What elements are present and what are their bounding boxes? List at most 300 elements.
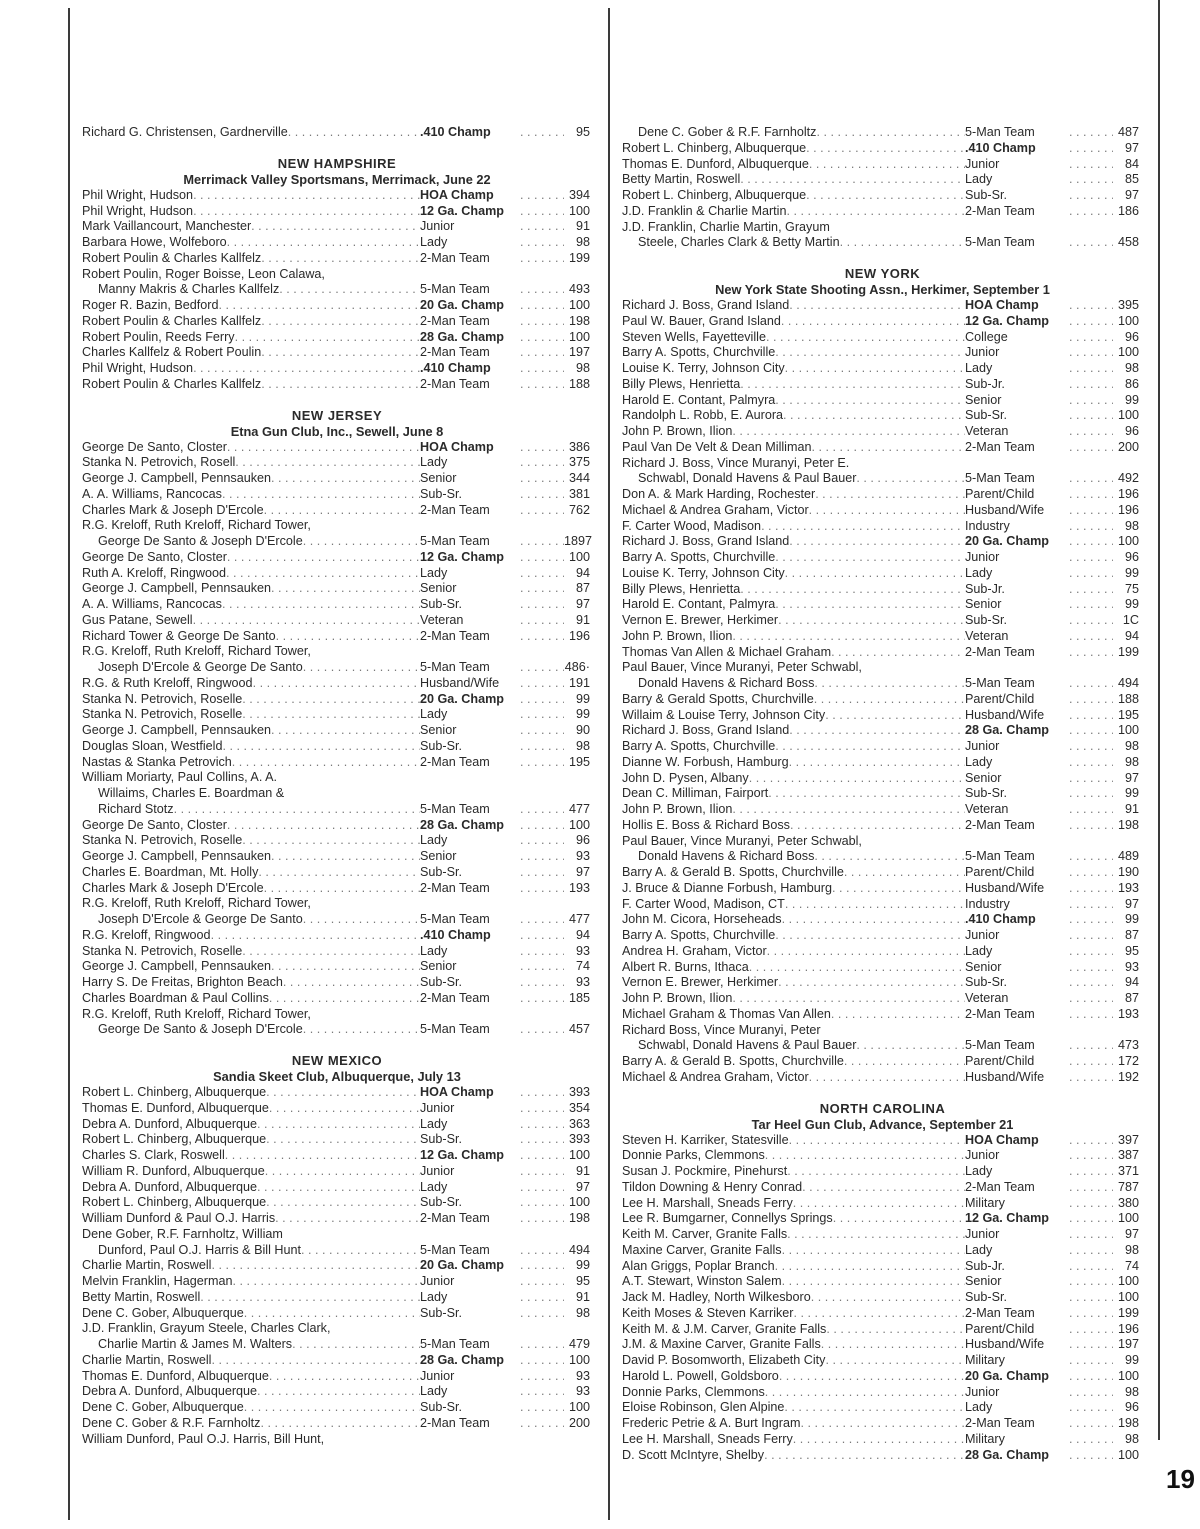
dot-leader [520,1195,564,1211]
event-class: HOA Champ [420,187,494,202]
event-class: Sub-Sr. [965,613,1007,627]
score: 393 [568,1085,590,1099]
event-class: Sub-Sr. [420,738,462,753]
event-class: Lady [965,361,993,375]
dot-leader [227,818,420,834]
result-row [622,519,1143,535]
shooter-name: Manny Makris & Charles Kallfelz [98,282,280,297]
event-class: 2-Man Team [420,1211,490,1225]
club-heading: Merrimack Valley Sportsmans, Merrimack, June 22 [183,171,491,187]
result-row [622,1038,1143,1054]
score: 97 [1124,188,1139,202]
score: 94 [575,565,590,580]
event-class: 5-Man Team [420,660,490,674]
event-class: .410 Champ [420,125,491,139]
score: 193 [568,880,590,895]
result-name-continuation [622,456,1143,472]
shooter-name: Lee H. Marshall, Sneads Ferry [622,1195,793,1210]
result-row [82,550,592,566]
event-class: Junior [420,1368,455,1383]
dot-leader [1069,1180,1113,1196]
dot-leader [1069,1337,1113,1353]
result-row [622,424,1143,440]
event-class: 5-Man Team [420,534,490,548]
score: 94 [1124,628,1139,643]
score: 98 [1124,754,1139,769]
dot-leader [520,928,564,944]
shooter-name: Frederic Petrie & A. Burt Ingram [622,1416,801,1430]
shooter-name: Keith M. & J.M. Carver, Granite Falls [622,1321,827,1336]
dot-leader [1069,1148,1113,1164]
dot-leader [288,125,420,141]
dot-leader [809,503,965,519]
event-class: 20 Ga. Champ [420,1258,504,1273]
shooter-name: Barry A. & Gerald B. Spotts, Churchville [622,865,844,879]
shooter-name: Robert L. Chinberg, Albuquerque [82,1195,267,1210]
result-name-continuation [622,834,1143,850]
dot-leader [520,629,564,645]
result-row [82,345,592,361]
shooter-name: Charles Kallfelz & Robert Poulin [82,345,262,360]
result-row [82,282,592,298]
shooter-name: Barry A. Spotts, Churchville [622,928,776,942]
dot-leader [785,566,965,582]
result-row [82,739,592,755]
event-class: Senior [420,849,457,863]
event-class: 12 Ga. Champ [420,203,504,218]
dot-leader [520,1085,564,1101]
result-row [82,959,592,975]
score: 196 [1117,487,1139,501]
dot-leader [844,865,965,881]
score: 198 [568,1211,590,1225]
section-spacer [622,1086,1143,1101]
event-class: Junior [420,1274,455,1288]
result-row [622,1070,1143,1086]
event-class: 2-Man Team [420,1415,490,1430]
dot-leader [1069,330,1113,346]
dot-leader [271,849,420,865]
shooter-name: Louise K. Terry, Johnson City [622,565,785,580]
page-number: 19 [1166,1464,1195,1494]
result-row [622,172,1143,188]
score: 199 [568,250,590,265]
result-row [622,629,1143,645]
result-row [82,991,592,1007]
shooter-name: Charles E. Boardman, Mt. Holly [82,864,259,879]
result-row [622,487,1143,503]
dot-leader [193,188,420,204]
event-class: Sub-Jr. [965,1258,1005,1273]
event-class: Veteran [965,991,1009,1005]
score: 98 [1124,1384,1139,1399]
dot-leader [520,251,564,267]
result-name-continuation [622,220,1143,236]
dot-leader [1069,408,1113,424]
dot-leader [1069,141,1113,157]
dot-leader [520,204,564,220]
dot-leader [831,1007,965,1023]
event-class: 2-Man Team [965,1179,1035,1194]
dot-leader [794,1306,966,1322]
score: 100 [1117,534,1139,549]
shooter-names: Willaims, Charles E. Boardman & [98,786,285,800]
score: 100 [568,1195,590,1210]
score: 479 [568,1337,590,1351]
result-row [622,865,1143,881]
result-row [622,1306,1143,1322]
shooter-name: J.D. Franklin & Charlie Martin [622,203,787,218]
dot-leader [520,723,564,739]
shooter-name: Donald Havens & Richard Boss [638,849,815,864]
score: 100 [568,203,590,218]
event-class: Sub-Sr. [420,1305,462,1320]
result-row [622,723,1143,739]
score: 96 [1124,550,1139,564]
score: 93 [575,1384,590,1399]
shooter-name: Jack M. Hadley, North Wilkesboro [622,1290,811,1304]
result-row [82,1243,592,1259]
shooter-name: Steele, Charles Clark & Betty Martin [638,235,840,250]
dot-leader [211,928,420,944]
dot-leader [261,314,420,330]
dot-leader [193,204,420,220]
event-class: Sub-Sr. [965,1290,1007,1304]
dot-leader [520,707,564,723]
dot-leader [227,440,420,456]
score: 477 [568,912,590,926]
shooter-name: Robert L. Chinberg, Albuquerque [622,140,807,155]
event-class: 20 Ga. Champ [420,691,504,706]
shooter-name: Keith Moses & Steven Karriker [622,1305,794,1320]
result-row [622,991,1143,1007]
section-spacer [82,141,592,156]
score: 98 [1124,361,1139,375]
event-class: Veteran [965,424,1009,438]
dot-leader [520,1117,564,1133]
dot-leader [1069,692,1113,708]
score: 197 [1117,1337,1139,1352]
shooter-name: John P. Brown, Ilion [622,424,733,438]
dot-leader [1069,676,1113,692]
dot-leader [1069,645,1113,661]
dot-leader [520,1258,564,1274]
result-name-continuation [82,1432,592,1448]
club-heading: Tar Heel Gun Club, Advance, September 21 [751,1116,1014,1132]
dot-leader [226,566,420,582]
event-class: Lady [965,1242,993,1257]
shooter-name: Richard Tower & George De Santo [82,628,276,643]
event-class: Senior [420,581,457,596]
score: 198 [1117,817,1139,832]
result-row [622,802,1143,818]
score: 99 [575,691,590,706]
result-row [622,1274,1143,1290]
dot-leader [266,1085,420,1101]
event-class: Lady [965,1400,993,1415]
result-row [82,503,592,519]
dot-leader [783,408,965,424]
result-row [622,550,1143,566]
result-row [622,330,1143,346]
dot-leader [1069,613,1113,629]
dot-leader [193,613,420,629]
shooter-name: Richard J. Boss, Grand Island [622,298,790,312]
dot-leader [761,519,965,535]
shooter-name: John P. Brown, Ilion [622,802,733,816]
shooter-name: Robert L. Chinberg, Albuquerque [622,188,807,202]
score: 395 [1117,298,1139,312]
result-row [622,1211,1143,1227]
result-row [622,613,1143,629]
event-class: 2-Man Team [420,345,490,360]
result-row [622,1180,1143,1196]
result-row [622,1054,1143,1070]
dot-leader [227,235,420,251]
shooter-name: George De Santo & Joseph D'Ercole [98,534,303,548]
event-class: 2-Man Team [965,1416,1035,1430]
event-class: Senior [965,392,1002,407]
result-name-continuation [82,1007,592,1023]
event-class: 20 Ga. Champ [965,1368,1049,1383]
dot-leader [1069,708,1113,724]
left-margin-rule [68,8,70,1520]
dot-leader [303,660,420,676]
shooter-name: Barbara Howe, Wolfeboro [82,235,227,249]
shooter-name: Thomas E. Dunford, Albuquerque [82,1368,269,1383]
shooter-name: A. A. Williams, Rancocas [82,597,222,611]
result-row [622,1196,1143,1212]
event-class: Junior [420,1100,455,1115]
dot-leader [520,912,564,928]
dot-leader [1069,928,1113,944]
shooter-name: Lee R. Bumgarner, Connellys Springs [622,1211,833,1226]
dot-leader [1069,471,1113,487]
dot-leader [225,1148,420,1164]
dot-leader [806,141,965,157]
event-class: Parent/Child [965,487,1035,501]
result-row [622,393,1143,409]
score: 97 [1124,1227,1139,1241]
dot-leader [271,959,420,975]
result-row [622,361,1143,377]
result-row [82,755,592,771]
state-heading: NEW MEXICO [291,1053,383,1068]
dot-leader [1069,1274,1113,1290]
dot-leader [809,1070,965,1086]
shooter-names: Richard J. Boss, Vince Muranyi, Peter E. [622,455,850,470]
event-class: Parent/Child [965,1321,1035,1336]
result-row [82,676,592,692]
dot-leader [789,534,965,550]
score: 354 [568,1100,590,1115]
shooter-name: Charlie Martin, Roswell [82,1352,212,1367]
dot-leader [1069,991,1113,1007]
result-row [82,219,592,235]
score: 98 [1124,518,1139,533]
event-class: Junior [965,1227,1000,1241]
result-row [82,1101,592,1117]
dot-leader [279,282,420,298]
result-row [622,597,1143,613]
dot-leader [520,1148,564,1164]
shooter-name: Phil Wright, Hudson [82,361,194,375]
event-class: Sub-Sr. [420,1400,462,1414]
score: 100 [568,1400,590,1414]
dot-leader [764,1448,965,1464]
event-class: Sub-Sr. [420,486,462,501]
shooter-name: Charles Mark & Joseph D'Ercole [82,502,264,517]
shooter-name: Schwabl, Donald Havens & Paul Bauer [638,471,857,486]
right-margin-rule [1158,0,1160,1440]
dot-leader [261,377,420,393]
result-row [82,1132,592,1148]
shooter-name: Thomas E. Dunford, Albuquerque [82,1100,269,1115]
result-row [82,692,592,708]
score: 762 [568,502,590,517]
dot-leader [782,1243,965,1259]
dot-leader [1069,1290,1113,1306]
shooter-name: Keith M. Carver, Granite Falls [622,1227,788,1241]
score: 100 [568,817,590,832]
dot-leader [222,487,420,503]
event-class: 2-Man Team [420,250,490,265]
result-row [82,1195,592,1211]
dot-leader [1069,786,1113,802]
result-row [622,897,1143,913]
score: 99 [1124,786,1139,801]
result-row [82,1022,592,1038]
dot-leader [520,314,564,330]
dot-leader [793,1196,965,1212]
dot-leader [520,1306,564,1322]
dot-leader [520,330,564,346]
score: 97 [1124,896,1139,911]
dot-leader [1069,960,1113,976]
score: 493 [568,282,590,297]
dot-leader [1069,487,1113,503]
shooter-name: Barry A. & Gerald B. Spotts, Churchville [622,1054,844,1068]
event-class: 5-Man Team [965,125,1035,139]
dot-leader [227,550,420,566]
shooter-name: George De Santo & Joseph D'Ercole [98,1022,303,1037]
shooter-name: Phil Wright, Hudson [82,187,194,202]
score: 98 [575,1305,590,1320]
shooter-name: George J. Campbell, Pennsauken [82,471,272,485]
shooter-name: George J. Campbell, Pennsauken [82,723,272,737]
shooter-names: Dene Gober, R.F. Farnholtz, William [82,1226,283,1241]
result-row [622,298,1143,314]
event-class: 12 Ga. Champ [420,549,504,564]
shooter-name: Susan J. Pockmire, Pinehurst [622,1164,788,1178]
shooter-name: Donnie Parks, Clemmons [622,1384,765,1399]
dot-leader [520,991,564,1007]
score: 198 [1117,1416,1139,1430]
score: 95 [575,125,590,139]
dot-leader [766,330,965,346]
result-name-continuation [82,896,592,912]
result-row [622,503,1143,519]
dot-leader [1069,1196,1113,1212]
shooter-name: Stanka N. Petrovich, Roselle [82,691,243,706]
result-row [82,849,592,865]
dot-leader [775,739,965,755]
dot-leader [732,424,965,440]
dot-leader [266,1132,420,1148]
state-heading: NORTH CAROLINA [819,1100,946,1116]
event-class: Lady [420,943,448,958]
state-heading: NEW HAMPSHIRE [277,155,397,171]
dot-leader [520,1290,564,1306]
result-row [82,818,592,834]
shooter-name: George De Santo, Closter [82,439,227,454]
dot-leader [257,1180,420,1196]
dot-leader [1069,440,1113,456]
shooter-name: Robert Poulin, Reeds Ferry [82,329,235,344]
score: 198 [568,313,590,328]
shooter-name: Charles Mark & Joseph D'Ercole [82,880,264,895]
result-name-continuation [622,660,1143,676]
result-row [622,314,1143,330]
result-row [82,534,592,550]
score: 363 [568,1116,590,1131]
shooter-name: John P. Brown, Ilion [622,991,733,1005]
shooter-name: Robert Poulin & Charles Kallfelz [82,250,262,265]
shooter-name: John P. Brown, Ilion [622,628,733,643]
result-row [622,786,1143,802]
event-class: 2-Man Team [965,1006,1035,1021]
result-row [82,881,592,897]
dot-leader [1069,1070,1113,1086]
shooter-name: Ruth A. Kreloff, Ringwood [82,565,226,580]
score: 99 [575,707,590,722]
dot-leader [520,550,564,566]
dot-leader [1069,503,1113,519]
score: 97 [1124,770,1139,785]
event-class: Veteran [420,612,464,627]
result-row [622,818,1143,834]
result-row [622,881,1143,897]
dot-leader [1069,597,1113,613]
score: 185 [568,990,590,1005]
event-class: Husband/Wife [420,675,500,690]
dot-leader [520,865,564,881]
event-class: Lady [965,1164,993,1178]
result-row [82,298,592,314]
score: 98 [575,235,590,249]
dot-leader [1069,802,1113,818]
dot-leader [193,361,420,377]
dot-leader [775,345,965,361]
dot-leader [303,912,420,928]
result-row [82,204,592,220]
event-class: Lady [420,833,448,848]
score: 196 [568,628,590,643]
shooter-name: Billy Plews, Henrietta [622,581,741,596]
event-class: Lady [965,943,993,958]
dot-leader [1069,1243,1113,1259]
result-name-continuation [82,1321,592,1337]
dot-leader [253,676,420,692]
result-row [622,1369,1143,1385]
score: 100 [568,1148,590,1162]
event-class: 2-Man Team [965,644,1035,659]
dot-leader [1069,1322,1113,1338]
event-class: Lady [965,565,993,580]
result-row [82,361,592,377]
result-row [622,235,1143,251]
dot-leader [242,707,420,723]
